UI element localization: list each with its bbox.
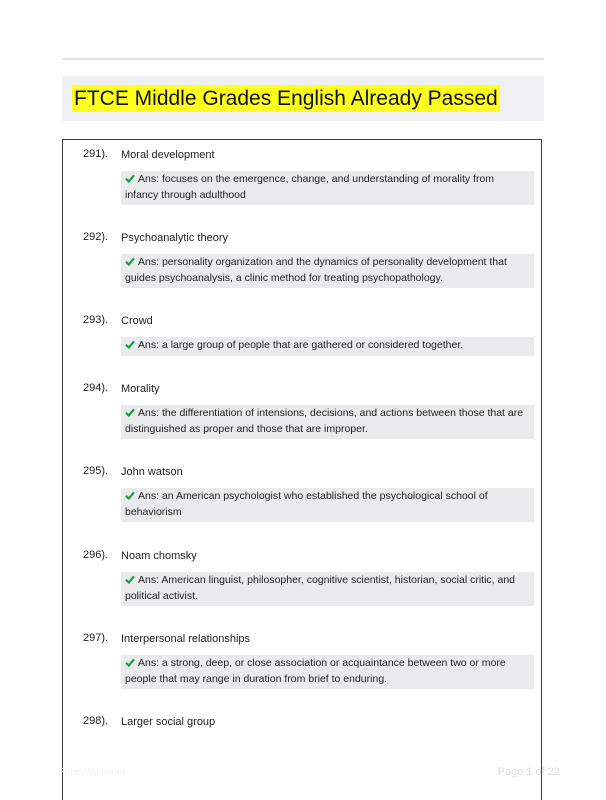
question-list — [62, 139, 542, 800]
question-number: 297). — [83, 632, 109, 644]
checkmark-icon — [125, 491, 135, 500]
answer-prefix: Ans: — [138, 657, 160, 669]
top-divider — [62, 58, 544, 60]
question-term: Psychoanalytic theory — [121, 232, 228, 244]
answer-text: the differentiation of intensions, decisions, and actions between those that are distinguished as proper and those that are improper. — [125, 407, 524, 435]
question-term: John watson — [121, 466, 183, 478]
answer-text: an American psychologist who established the psychological school of behaviorism — [125, 490, 488, 518]
question-term: Crowd — [121, 315, 153, 327]
question-term: Interpersonal relationships — [121, 633, 251, 645]
answer-box — [121, 254, 534, 288]
answer-text: personality organization and the dynamics of personality development that guides psychoanalysis, a clinic method for treating psychopathology. — [125, 256, 507, 284]
answer-prefix: Ans: — [138, 407, 160, 419]
checkmark-icon — [125, 658, 135, 667]
checkmark-icon — [125, 575, 135, 584]
answer-text: focuses on the emergence, change, and understanding of morality from infancy through adulthood — [125, 173, 495, 201]
question-number: 294). — [83, 382, 109, 394]
answer-box — [121, 488, 534, 522]
question-term: Morality — [121, 383, 160, 395]
checkmark-icon — [125, 408, 135, 417]
document-title: FTCE Middle Grades English Already Passed — [74, 87, 498, 110]
question-number: 296). — [83, 549, 109, 561]
answer-text: a strong, deep, or close association or acquaintance between two or more people that may range in duration from brief to enduring. — [125, 657, 506, 685]
answer-box — [121, 171, 534, 205]
checkmark-icon — [125, 174, 135, 183]
title-band — [62, 76, 544, 121]
answer-box — [121, 405, 534, 439]
answer-box — [121, 572, 534, 606]
answer-text: a large group of people that are gathered or considered together. — [161, 339, 464, 351]
page-number: Page 1 of 22 — [497, 766, 560, 778]
question-number: 293). — [83, 314, 109, 326]
question-number: 291). — [83, 148, 109, 160]
answer-prefix: Ans: — [138, 173, 160, 185]
answer-box — [121, 655, 534, 689]
question-term: Moral development — [121, 149, 215, 161]
answer-box — [121, 337, 534, 356]
footer-watermark: PaperWiki.com — [58, 767, 126, 778]
answer-prefix: Ans: — [138, 490, 160, 502]
checkmark-icon — [125, 257, 135, 266]
answer-prefix: Ans: — [138, 574, 160, 586]
question-term: Noam chomsky — [121, 550, 197, 562]
question-term: Larger social group — [121, 716, 216, 728]
question-number: 292). — [83, 231, 109, 243]
question-number: 298). — [83, 715, 109, 727]
question-number: 295). — [83, 465, 109, 477]
answer-text: American linguist, philosopher, cognitive scientist, historian, social critic, and political activist. — [125, 574, 516, 602]
answer-prefix: Ans: — [138, 339, 160, 351]
checkmark-icon — [125, 340, 135, 349]
answer-prefix: Ans: — [138, 256, 160, 268]
